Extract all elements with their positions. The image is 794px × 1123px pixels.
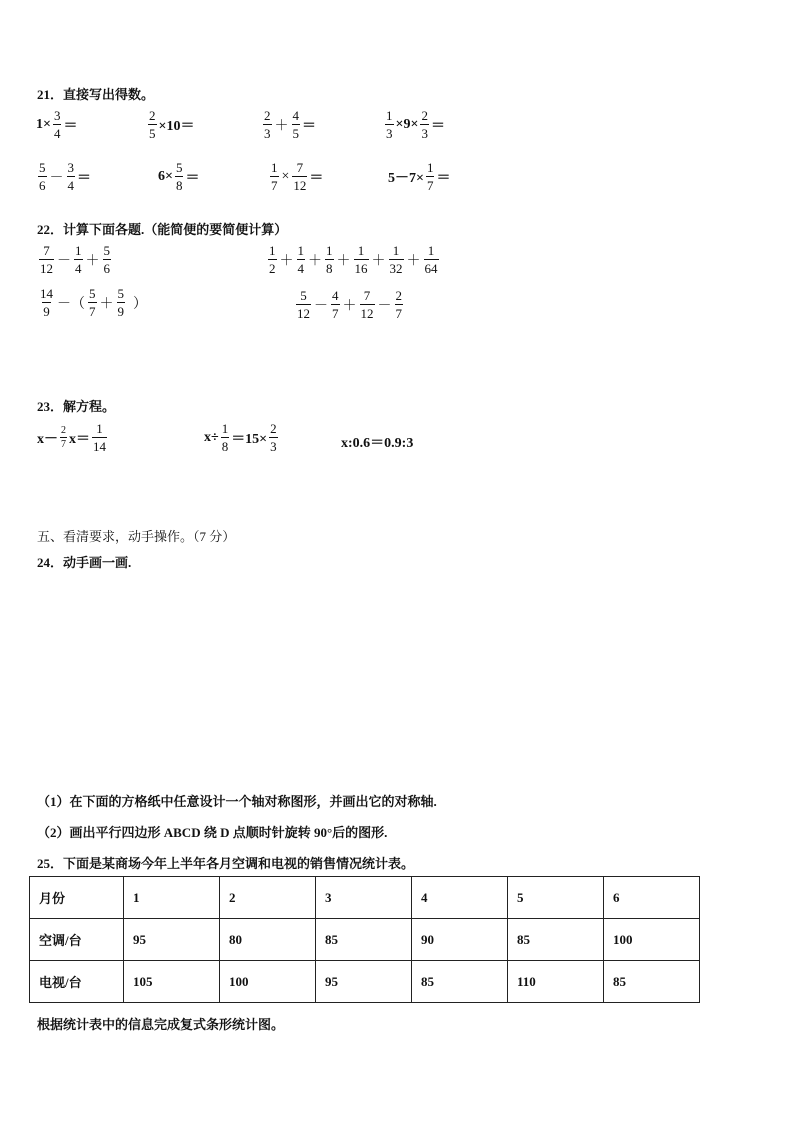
table-header-cell: 6 — [604, 877, 700, 919]
q24-title: 24．动手画一画. — [37, 555, 132, 570]
q25-footer: 根据统计表中的信息完成复式条形统计图。 — [37, 1017, 285, 1032]
table-header-cell: 1 — [124, 877, 220, 919]
q21-item-6: 6× $\frac{5}{8}$ ＝ — [158, 160, 200, 193]
q21-item-8: 5－7× $\frac{1}{7}$ ＝ — [388, 160, 451, 193]
table-header-cell: 4 — [412, 877, 508, 919]
q23-equation-1: x－ $\frac{2}{7}$ x＝ $\frac{1}{14}$ — [37, 421, 106, 454]
table-cell: 95 — [316, 961, 412, 1003]
q22-expr-1: $\frac{7}{12}$ － $\frac{1}{4}$ ＋ $\frac{5}{6}$ — [40, 243, 110, 276]
table-cell: 100 — [220, 961, 316, 1003]
q21-item-5: $\frac{5}{6}$ － $\frac{3}{4}$ ＝ — [39, 160, 91, 193]
q21-item-3: $\frac{2}{3}$ ＋ $\frac{4}{5}$ ＝ — [264, 108, 316, 141]
table-cell: 105 — [124, 961, 220, 1003]
table-cell: 80 — [220, 919, 316, 961]
q24-task-1: （1）在下面的方格纸中任意设计一个轴对称图形，并画出它的对称轴. — [37, 794, 437, 809]
table-header-cell: 2 — [220, 877, 316, 919]
q21-item-7: $\frac{1}{7}$ × $\frac{7}{12}$ ＝ — [271, 160, 324, 193]
q22-expr-2: $\frac{1}{2}$ ＋ $\frac{1}{4}$ ＋ $\frac{1}{8}$ ＋ $\frac{1}{16}$ ＋ $\frac{1}{32}$ ＋ $\frac{1}{64}$ — [269, 243, 438, 276]
table-cell: 85 — [508, 919, 604, 961]
q23-equation-2: x÷ $\frac{1}{8}$ ＝15× $\frac{2}{3}$ — [204, 421, 277, 454]
table-row — [30, 877, 700, 919]
q23-equation-3: x:0.6＝0.9:3 — [341, 436, 414, 451]
table-cell: 空调/台 — [30, 919, 124, 961]
q21-item-1: 1× $\frac{3}{4}$ ＝ — [36, 108, 78, 141]
table-header-cell: 5 — [508, 877, 604, 919]
table-cell: 90 — [412, 919, 508, 961]
section5-title: 五、看清要求，动手操作。（7 分） — [37, 529, 236, 544]
table-cell: 85 — [604, 961, 700, 1003]
q22-expr-4: $\frac{5}{12}$ － $\frac{4}{7}$ ＋ $\frac{7}{12}$ － $\frac{2}{7}$ — [297, 288, 402, 321]
table-header-cell: 3 — [316, 877, 412, 919]
q21-title: 21．直接写出得数。 — [37, 87, 155, 102]
q21-item-4: $\frac{1}{3}$ ×9× $\frac{2}{3}$ ＝ — [386, 108, 445, 141]
table-row — [30, 961, 700, 1003]
table-cell: 110 — [508, 961, 604, 1003]
q23-title: 23．解方程。 — [37, 399, 116, 414]
table-row — [30, 919, 700, 961]
q21-item-2: $\frac{2}{5}$ ×10＝ — [149, 108, 195, 141]
table-header-cell: 月份 — [30, 877, 124, 919]
q22-title: 22．计算下面各题.（能简便的要简便计算） — [37, 222, 288, 237]
table-cell: 85 — [412, 961, 508, 1003]
table-cell: 85 — [316, 919, 412, 961]
table-cell: 100 — [604, 919, 700, 961]
table-cell: 电视/台 — [30, 961, 124, 1003]
q22-expr-3: $\frac{14}{9}$ －（ $\frac{5}{7}$ ＋ $\frac{5}{9}$ ） — [40, 286, 147, 319]
table-cell: 95 — [124, 919, 220, 961]
q25-title: 25．下面是某商场今年上半年各月空调和电视的销售情况统计表。 — [37, 856, 415, 871]
sales-table — [29, 876, 700, 1003]
q24-task-2: （2）画出平行四边形 ABCD 绕 D 点顺时针旋转 90°后的图形. — [37, 825, 388, 840]
